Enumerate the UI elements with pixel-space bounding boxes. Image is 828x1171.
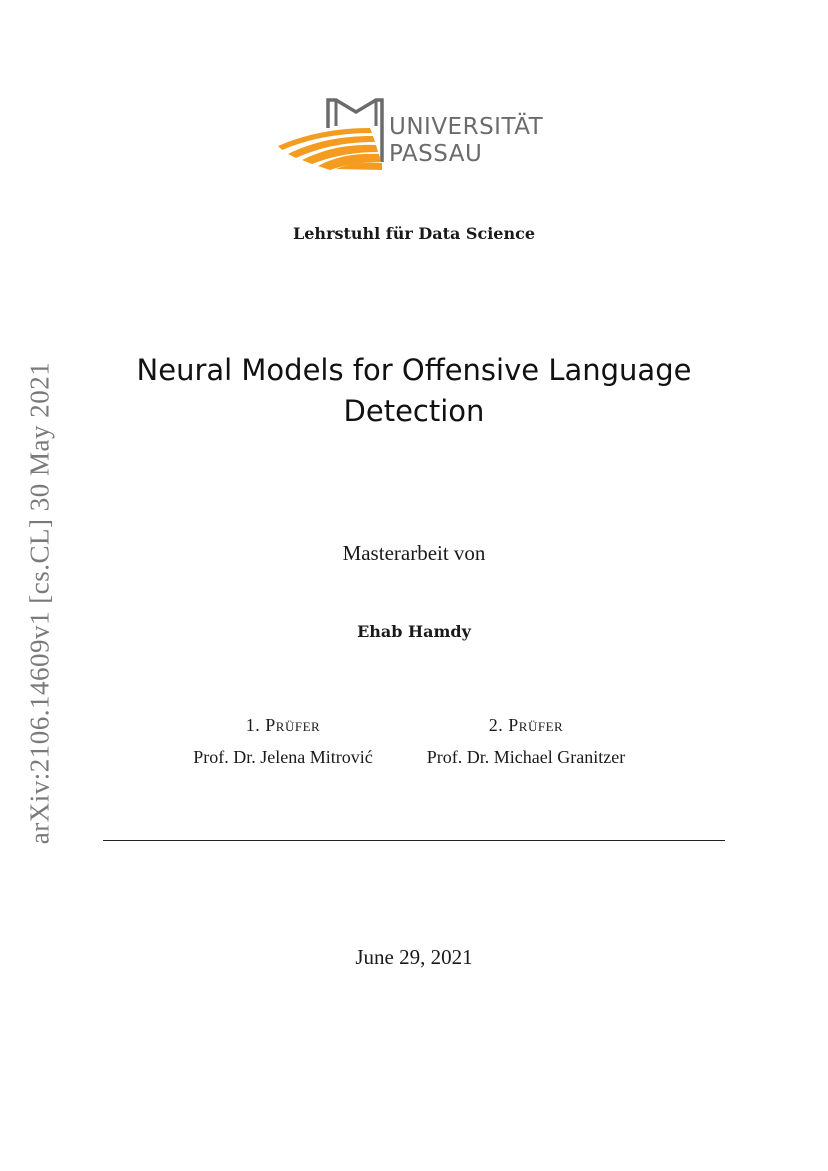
second-examiner: [400, 709, 652, 773]
author-name: Ehab Hamdy: [357, 622, 471, 641]
logo-wordmark: [389, 114, 543, 168]
first-examiner: [170, 709, 396, 773]
thesis-type: Masterarbeit von: [342, 541, 486, 565]
examiner-role: 2. Prüfer: [488, 715, 564, 735]
title-line-1: Neural Models for Offensive Language: [136, 353, 692, 387]
title-line-2: Detection: [343, 394, 485, 428]
logo-line-2: PASSAU: [389, 141, 483, 167]
examiner-name: Prof. Dr. Jelena Mitrović: [193, 747, 373, 767]
thesis-title: [100, 350, 728, 432]
university-logo: [276, 96, 556, 176]
examiner-name: Prof. Dr. Michael Granitzer: [426, 747, 626, 767]
logo-line-1: UNIVERSITÄT: [389, 114, 544, 140]
submission-date: June 29, 2021: [355, 945, 473, 969]
arxiv-stamp: arXiv:2106.14609v1 [cs.CL] 30 May 2021: [24, 361, 55, 845]
horizontal-divider: [103, 840, 725, 841]
chair-name: Lehrstuhl für Data Science: [293, 224, 535, 243]
examiner-role: 1. Prüfer: [245, 715, 321, 735]
